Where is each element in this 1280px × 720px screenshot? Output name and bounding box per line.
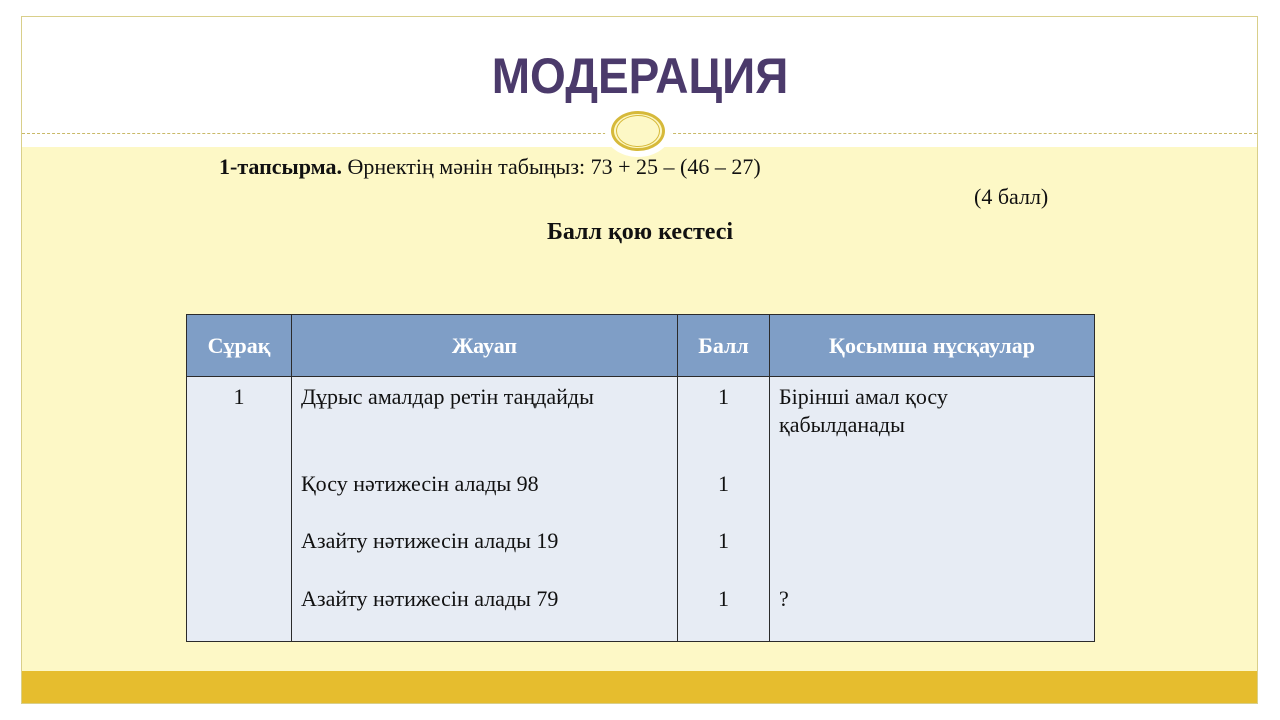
question-number: 1 <box>233 384 245 409</box>
notes-cell <box>770 377 1095 642</box>
medallion-inner-ring <box>616 115 660 147</box>
slide-title: МОДЕРАЦИЯ <box>491 48 789 104</box>
score-table <box>186 314 1095 642</box>
answer-line: Азайту нәтижесін алады 19 <box>301 528 559 553</box>
header-score: Балл <box>678 315 770 377</box>
header-answer: Жауап <box>292 315 678 377</box>
answer-cell <box>292 377 678 642</box>
question-cell <box>187 377 292 642</box>
answer-line: Азайту нәтижесін алады 79 <box>301 586 559 611</box>
task-points: (4 балл) <box>974 184 1049 209</box>
header-notes: Қосымша нұсқаулар <box>770 315 1095 377</box>
score-value: 1 <box>718 528 729 553</box>
table-header-row <box>187 315 1095 377</box>
note-line: Бірінші амал қосу <box>779 384 948 409</box>
answer-line: Қосу нәтижесін алады 98 <box>301 471 539 496</box>
score-value: 1 <box>718 586 729 611</box>
score-value: 1 <box>718 471 729 496</box>
task-text: Өрнектің мәнін табыңыз: 73 + 25 – (46 – 27) <box>347 154 761 179</box>
bottom-accent-bar <box>22 671 1257 703</box>
score-value: 1 <box>718 384 729 409</box>
table-row <box>187 377 1095 642</box>
note-line: қабылданады <box>779 412 905 437</box>
task-line <box>219 154 761 180</box>
task-label: 1-тапсырма. <box>219 154 342 179</box>
header-question: Сұрақ <box>187 315 292 377</box>
note-line: ? <box>779 586 789 611</box>
score-cell <box>678 377 770 642</box>
answer-line: Дұрыс амалдар ретін таңдайды <box>301 384 594 409</box>
table-heading: Балл қою кестесі <box>546 219 734 245</box>
